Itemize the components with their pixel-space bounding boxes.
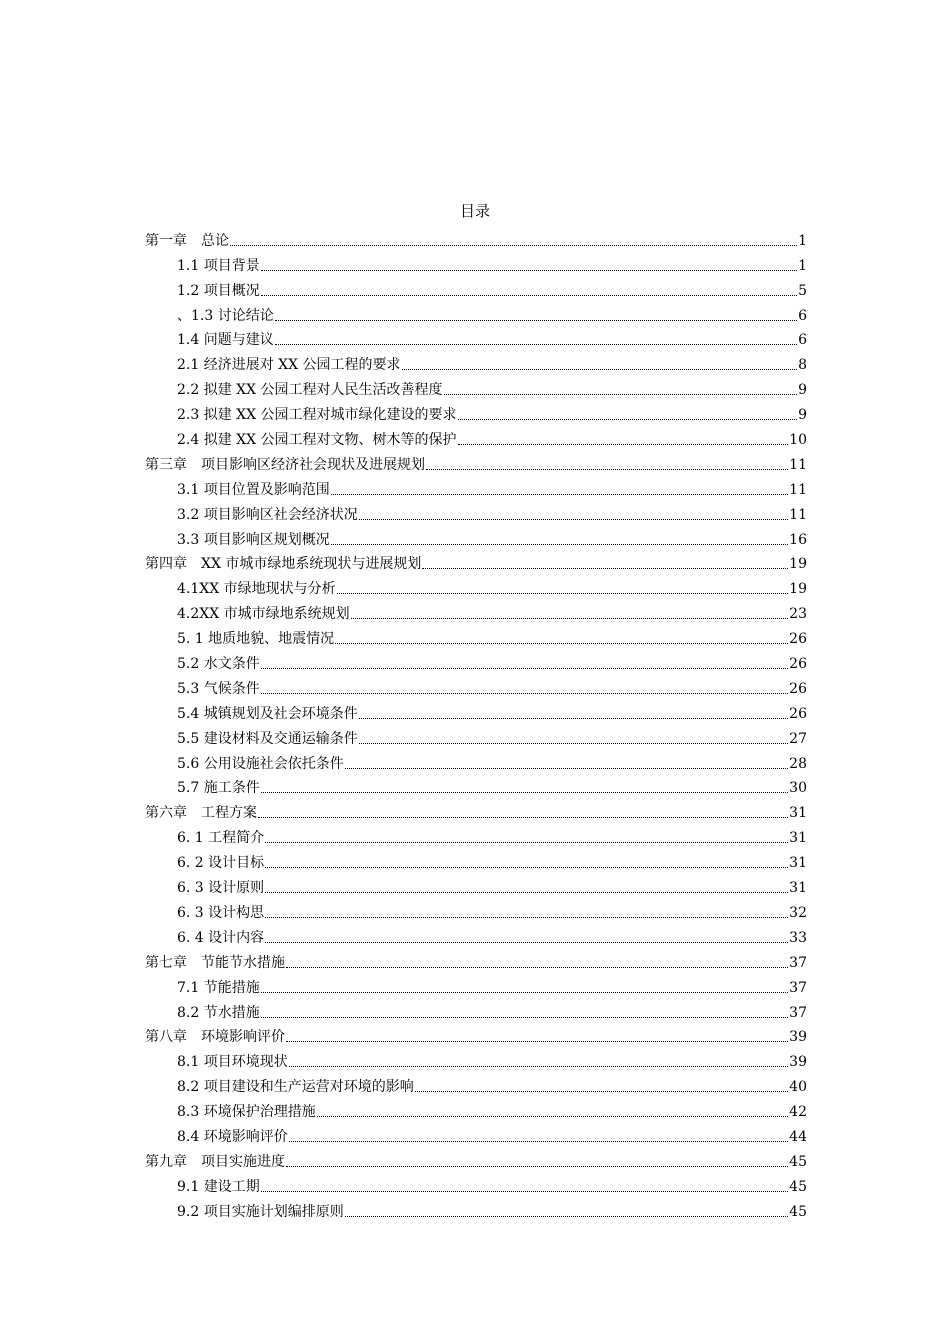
toc-page-number: 45: [789, 1203, 807, 1220]
toc-section-entry[interactable]: [145, 698, 807, 723]
toc-section-entry[interactable]: [145, 598, 807, 623]
toc-page-number: 26: [789, 656, 807, 673]
toc-chapter-entry[interactable]: [145, 797, 807, 822]
toc-page-number: 30: [789, 780, 807, 797]
toc-entry-title: 2.3 拟建 XX 公园工程对城市绿化建设的要求: [177, 407, 457, 424]
toc-page-number: 39: [789, 1029, 807, 1046]
toc-dot-leader: [359, 519, 788, 520]
toc-page-number: 1: [798, 257, 807, 274]
toc-page-number: 9: [798, 407, 807, 424]
toc-entry-title: 8.3 环境保护治理措施: [177, 1104, 316, 1121]
toc-dot-leader: [261, 792, 788, 793]
toc-dot-leader: [458, 444, 789, 445]
toc-page-number: 31: [789, 805, 807, 822]
toc-entry-title: 1.2 项目概况: [177, 282, 260, 299]
toc-dot-leader: [286, 1041, 788, 1042]
toc-chapter-entry[interactable]: [145, 549, 807, 574]
toc-entry-title: 8.2 项目建设和生产运营对环境的影响: [177, 1079, 414, 1096]
toc-title: 目录: [459, 202, 490, 220]
toc-page-number: 33: [789, 929, 807, 946]
toc-dot-leader: [359, 718, 788, 719]
toc-entry-title: 9.1 建设工期: [177, 1178, 260, 1195]
toc-page-number: 37: [789, 979, 807, 996]
toc-dot-leader: [289, 1066, 788, 1067]
toc-entry-title: 3.3 项目影响区规划概况: [177, 531, 330, 548]
toc-dot-leader: [286, 967, 788, 968]
toc-page-number: 11: [789, 506, 807, 523]
toc-dot-leader: [415, 1091, 788, 1092]
toc-section-entry[interactable]: [145, 623, 807, 648]
toc-dot-leader: [337, 593, 789, 594]
toc-entry-title: 3.1 项目位置及影响范围: [177, 481, 330, 498]
toc-dot-leader: [345, 768, 788, 769]
toc-section-entry[interactable]: [145, 424, 807, 449]
toc-entry-title: 6. 3 设计构思: [177, 904, 265, 921]
toc-section-entry[interactable]: [145, 524, 807, 549]
toc-section-entry[interactable]: [145, 673, 807, 698]
toc-section-entry[interactable]: [145, 648, 807, 673]
toc-chapter-entry[interactable]: [145, 1022, 807, 1047]
toc-entry-title: 第八章 环境影响评价: [145, 1029, 285, 1046]
toc-section-entry[interactable]: [145, 872, 807, 897]
toc-page-number: 11: [789, 481, 807, 498]
toc-entry-title: 6. 4 设计内容: [177, 929, 265, 946]
toc-page-number: 19: [789, 556, 807, 573]
toc-section-entry[interactable]: [145, 723, 807, 748]
toc-page-number: 6: [798, 307, 807, 324]
toc-entry-title: 5.3 气候条件: [177, 680, 260, 697]
toc-dot-leader: [458, 419, 798, 420]
toc-dot-leader: [351, 618, 789, 619]
toc-entry-title: 5.5 建设材料及交通运输条件: [177, 730, 358, 747]
toc-section-entry[interactable]: [145, 922, 807, 947]
toc-dot-leader: [289, 1141, 788, 1142]
toc-page-number: 1: [798, 232, 807, 249]
toc-dot-leader: [261, 295, 797, 296]
toc-page-number: 42: [789, 1104, 807, 1121]
toc-chapter-entry[interactable]: [145, 1146, 807, 1171]
toc-entry-title: 9.2 项目实施计划编排原则: [177, 1203, 344, 1220]
toc-entry-title: 6. 2 设计目标: [177, 855, 265, 872]
toc-dot-leader: [317, 1116, 788, 1117]
toc-dot-leader: [265, 892, 788, 893]
toc-entry-title: 7.1 节能措施: [177, 979, 260, 996]
toc-entry-title: 4.2XX 市城市绿地系统规划: [177, 606, 350, 623]
toc-section-entry[interactable]: [145, 1171, 807, 1196]
toc-entry-title: 5.4 城镇规划及社会环境条件: [177, 705, 358, 722]
toc-dot-leader: [335, 643, 788, 644]
toc-dot-leader: [258, 817, 788, 818]
toc-dot-leader: [261, 992, 788, 993]
toc-section-entry[interactable]: [145, 325, 807, 350]
toc-section-entry[interactable]: [145, 573, 807, 598]
toc-section-entry[interactable]: [145, 1071, 807, 1096]
toc-page-number: 8: [798, 357, 807, 374]
toc-section-entry[interactable]: [145, 997, 807, 1022]
toc-entry-title: 第七章 节能节水措施: [145, 954, 285, 971]
toc-page-number: 26: [789, 705, 807, 722]
toc-dot-leader: [331, 494, 788, 495]
toc-entry-title: 第六章 工程方案: [145, 805, 257, 822]
toc-dot-leader: [422, 568, 788, 569]
toc-entry-title: 、1.3 讨论结论: [177, 307, 274, 324]
toc-dot-leader: [265, 917, 788, 918]
toc-page-number: 31: [789, 855, 807, 872]
toc-page-number: 28: [789, 755, 807, 772]
toc-dot-leader: [345, 1216, 788, 1217]
toc-entry-title: 5. 1 地质地貌、地震情况: [177, 631, 335, 648]
toc-page-number: 11: [789, 456, 807, 473]
toc-dot-leader: [261, 1191, 788, 1192]
toc-page-number: 26: [789, 631, 807, 648]
toc-page-number: 37: [789, 954, 807, 971]
toc-entry-title: 8.4 环境影响评价: [177, 1128, 288, 1145]
toc-entry-title: 第四章 XX 市城市绿地系统现状与进展规划: [145, 556, 422, 573]
toc-page-number: 45: [789, 1178, 807, 1195]
toc-dot-leader: [331, 544, 788, 545]
toc-page-number: 19: [789, 581, 807, 598]
toc-dot-leader: [402, 369, 798, 370]
toc-section-entry[interactable]: [145, 748, 807, 773]
toc-page-number: 37: [789, 1004, 807, 1021]
toc-dot-leader: [230, 245, 797, 246]
toc-entry-title: 8.2 节水措施: [177, 1004, 260, 1021]
toc-list: [145, 225, 807, 1221]
toc-section-entry[interactable]: [145, 499, 807, 524]
toc-section-entry[interactable]: [145, 399, 807, 424]
toc-section-entry[interactable]: [145, 1121, 807, 1146]
toc-entry-title: 2.1 经济进展对 XX 公园工程的要求: [177, 357, 401, 374]
toc-dot-leader: [261, 693, 788, 694]
toc-page-number: 5: [798, 282, 807, 299]
toc-section-entry[interactable]: [145, 1096, 807, 1121]
toc-entry-title: 6. 3 设计原则: [177, 880, 265, 897]
toc-dot-leader: [261, 668, 788, 669]
toc-page-number: 31: [789, 830, 807, 847]
toc-entry-title: 2.2 拟建 XX 公园工程对人民生活改善程度: [177, 382, 443, 399]
toc-section-entry[interactable]: [145, 300, 807, 325]
toc-section-entry[interactable]: [145, 474, 807, 499]
toc-dot-leader: [275, 344, 797, 345]
toc-page-number: 26: [789, 680, 807, 697]
toc-section-entry[interactable]: [145, 822, 807, 847]
toc-entry-title: 第一章 总论: [145, 232, 229, 249]
toc-entry-title: 5.2 水文条件: [177, 656, 260, 673]
toc-entry-title: 1.4 问题与建议: [177, 332, 274, 349]
toc-entry-title: 2.4 拟建 XX 公园工程对文物、树木等的保护: [177, 432, 457, 449]
toc-entry-title: 5.7 施工条件: [177, 780, 260, 797]
toc-page-number: 16: [789, 531, 807, 548]
toc-page-number: 6: [798, 332, 807, 349]
toc-section-entry[interactable]: [145, 374, 807, 399]
toc-page-number: 39: [789, 1054, 807, 1071]
toc-entry-title: 4.1XX 市绿地现状与分析: [177, 581, 336, 598]
toc-page-number: 31: [789, 880, 807, 897]
toc-chapter-entry[interactable]: [145, 225, 807, 250]
toc-page-number: 40: [789, 1079, 807, 1096]
toc-entry-title: 第九章 项目实施进度: [145, 1153, 285, 1170]
toc-dot-leader: [265, 942, 788, 943]
toc-entry-title: 6. 1 工程简介: [177, 830, 265, 847]
toc-section-entry[interactable]: [145, 847, 807, 872]
toc-dot-leader: [261, 270, 797, 271]
toc-page-number: 10: [789, 432, 807, 449]
toc-page-number: 45: [789, 1153, 807, 1170]
toc-entry-title: 3.2 项目影响区社会经济状况: [177, 506, 358, 523]
toc-dot-leader: [265, 842, 788, 843]
toc-chapter-entry[interactable]: [145, 449, 807, 474]
toc-chapter-entry[interactable]: [145, 947, 807, 972]
toc-entry-title: 第三章 项目影响区经济社会现状及进展规划: [145, 456, 425, 473]
toc-section-entry[interactable]: [145, 1046, 807, 1071]
toc-dot-leader: [261, 1017, 788, 1018]
toc-section-entry[interactable]: [145, 250, 807, 275]
toc-entry-title: 1.1 项目背景: [177, 257, 260, 274]
toc-section-entry[interactable]: [145, 349, 807, 374]
toc-entry-title: 8.1 项目环境现状: [177, 1054, 288, 1071]
toc-dot-leader: [444, 394, 798, 395]
toc-section-entry[interactable]: [145, 972, 807, 997]
toc-section-entry[interactable]: [145, 275, 807, 300]
toc-section-entry[interactable]: [145, 773, 807, 798]
toc-dot-leader: [426, 469, 788, 470]
toc-dot-leader: [286, 1166, 788, 1167]
toc-section-entry[interactable]: [145, 897, 807, 922]
toc-dot-leader: [275, 320, 797, 321]
toc-page-number: 44: [789, 1128, 807, 1145]
toc-page-number: 9: [798, 382, 807, 399]
toc-section-entry[interactable]: [145, 1196, 807, 1221]
toc-dot-leader: [359, 743, 788, 744]
toc-page-number: 32: [789, 904, 807, 921]
toc-page-number: 23: [789, 606, 807, 623]
toc-dot-leader: [265, 867, 788, 868]
toc-page-number: 27: [789, 730, 807, 747]
toc-entry-title: 5.6 公用设施社会依托条件: [177, 755, 344, 772]
